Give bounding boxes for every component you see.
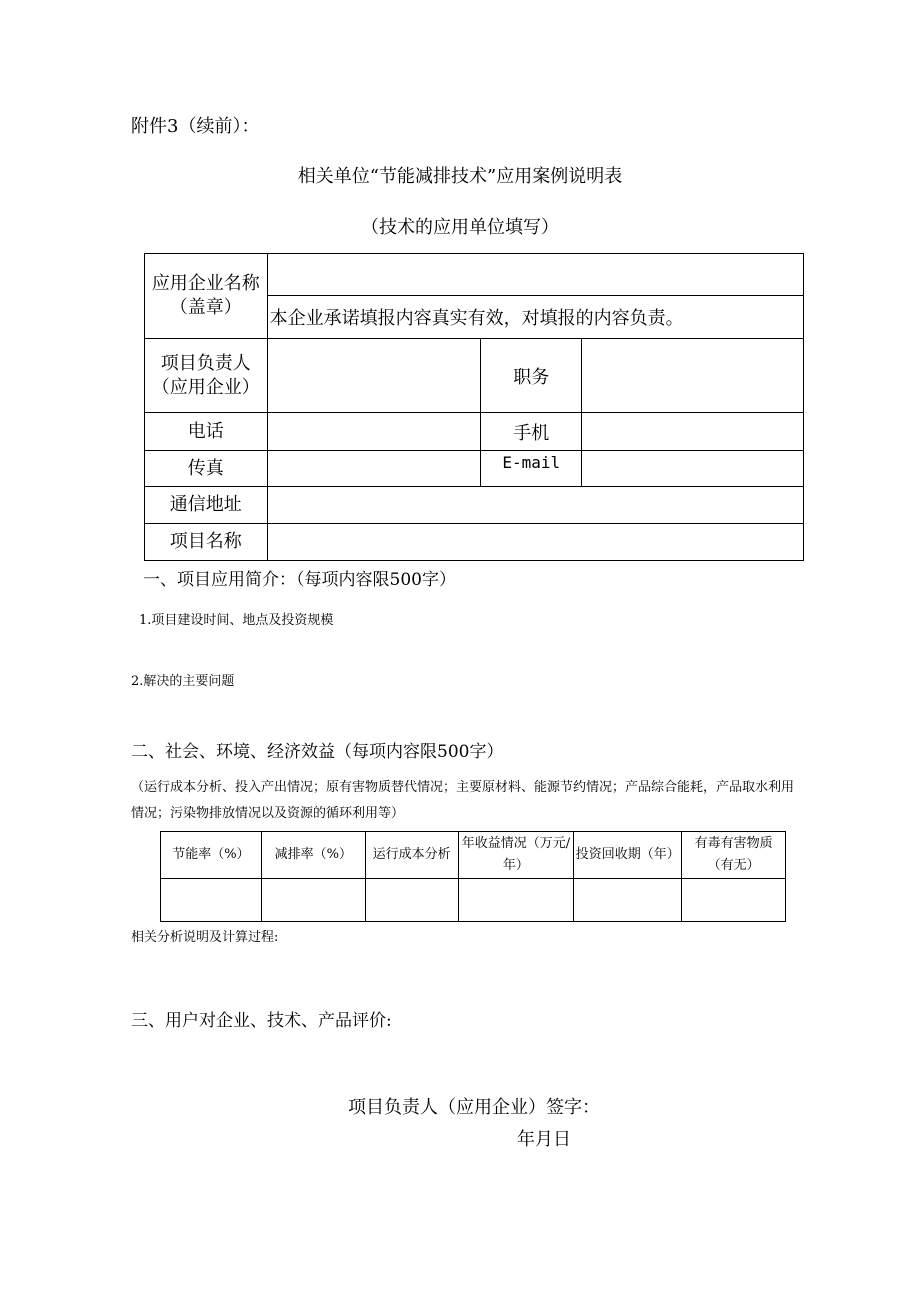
contact-info-table: [144, 253, 804, 561]
phone-label: 电话: [145, 413, 268, 451]
email-field[interactable]: [582, 451, 804, 487]
benefit-table: [160, 831, 786, 922]
operating-cost-field[interactable]: [365, 879, 458, 922]
position-field[interactable]: [582, 339, 804, 413]
address-field[interactable]: [267, 487, 803, 524]
project-name-label: 项目名称: [145, 524, 268, 561]
section-1-item-1: 1.项目建设时间、地点及投资规模: [139, 613, 334, 628]
company-name-field[interactable]: [267, 254, 803, 296]
form-subtitle: （技术的应用单位填写）: [361, 217, 559, 238]
section-3-heading: 三、用户对企业、技术、产品评价:: [131, 1011, 392, 1031]
energy-saving-rate-field[interactable]: [161, 879, 262, 922]
col-payback-period: 投资回收期（年）: [574, 832, 682, 879]
signature-label: 项目负责人（应用企业）签字：: [348, 1097, 600, 1118]
address-label: 通信地址: [145, 487, 268, 524]
payback-period-field[interactable]: [574, 879, 682, 922]
section-2-note: （运行成本分析、投入产出情况；原有害物质替代情况；主要原材料、能源节约情况；产品综合能耗，产品取水利用情况；污染物排放情况以及资源的循环利用等）: [131, 780, 795, 821]
section-1-item-2: 2.解决的主要问题: [131, 674, 235, 689]
position-label: 职务: [481, 339, 582, 413]
mobile-label: 手机: [481, 413, 582, 451]
phone-field[interactable]: [267, 413, 481, 451]
signature-date: 年月日: [517, 1129, 571, 1150]
company-name-label: 应用企业名称（盖章）: [145, 254, 268, 339]
section-1-heading: 一、项目应用简介：（每项内容限500字）: [143, 570, 456, 590]
calculation-label: 相关分析说明及计算过程:: [131, 930, 279, 945]
project-leader-field[interactable]: [267, 339, 481, 413]
emission-reduction-rate-field[interactable]: [261, 879, 365, 922]
col-emission-reduction-rate: 减排率（%）: [261, 832, 365, 879]
project-name-field[interactable]: [267, 524, 803, 561]
annual-revenue-field[interactable]: [458, 879, 574, 922]
col-energy-saving-rate: 节能率（%）: [161, 832, 262, 879]
email-label: E-mail: [481, 451, 582, 487]
mobile-field[interactable]: [582, 413, 804, 451]
col-hazardous-substances: 有毒有害物质（有无）: [682, 832, 786, 879]
section-2-heading: 二、社会、环境、经济效益（每项内容限500字）: [131, 742, 504, 762]
project-leader-label: 项目负责人（应用企业）: [145, 339, 268, 413]
form-title: 相关单位“节能减排技术”应用案例说明表: [297, 166, 623, 187]
fax-label: 传真: [145, 451, 268, 487]
hazardous-substances-field[interactable]: [682, 879, 786, 922]
fax-field[interactable]: [267, 451, 481, 487]
commitment-statement: 本企业承诺填报内容真实有效，对填报的内容负责。: [267, 296, 803, 339]
col-operating-cost: 运行成本分析: [365, 832, 458, 879]
attachment-label: 附件3（续前）：: [131, 116, 260, 137]
col-annual-revenue: 年收益情况（万元/年）: [458, 832, 574, 879]
